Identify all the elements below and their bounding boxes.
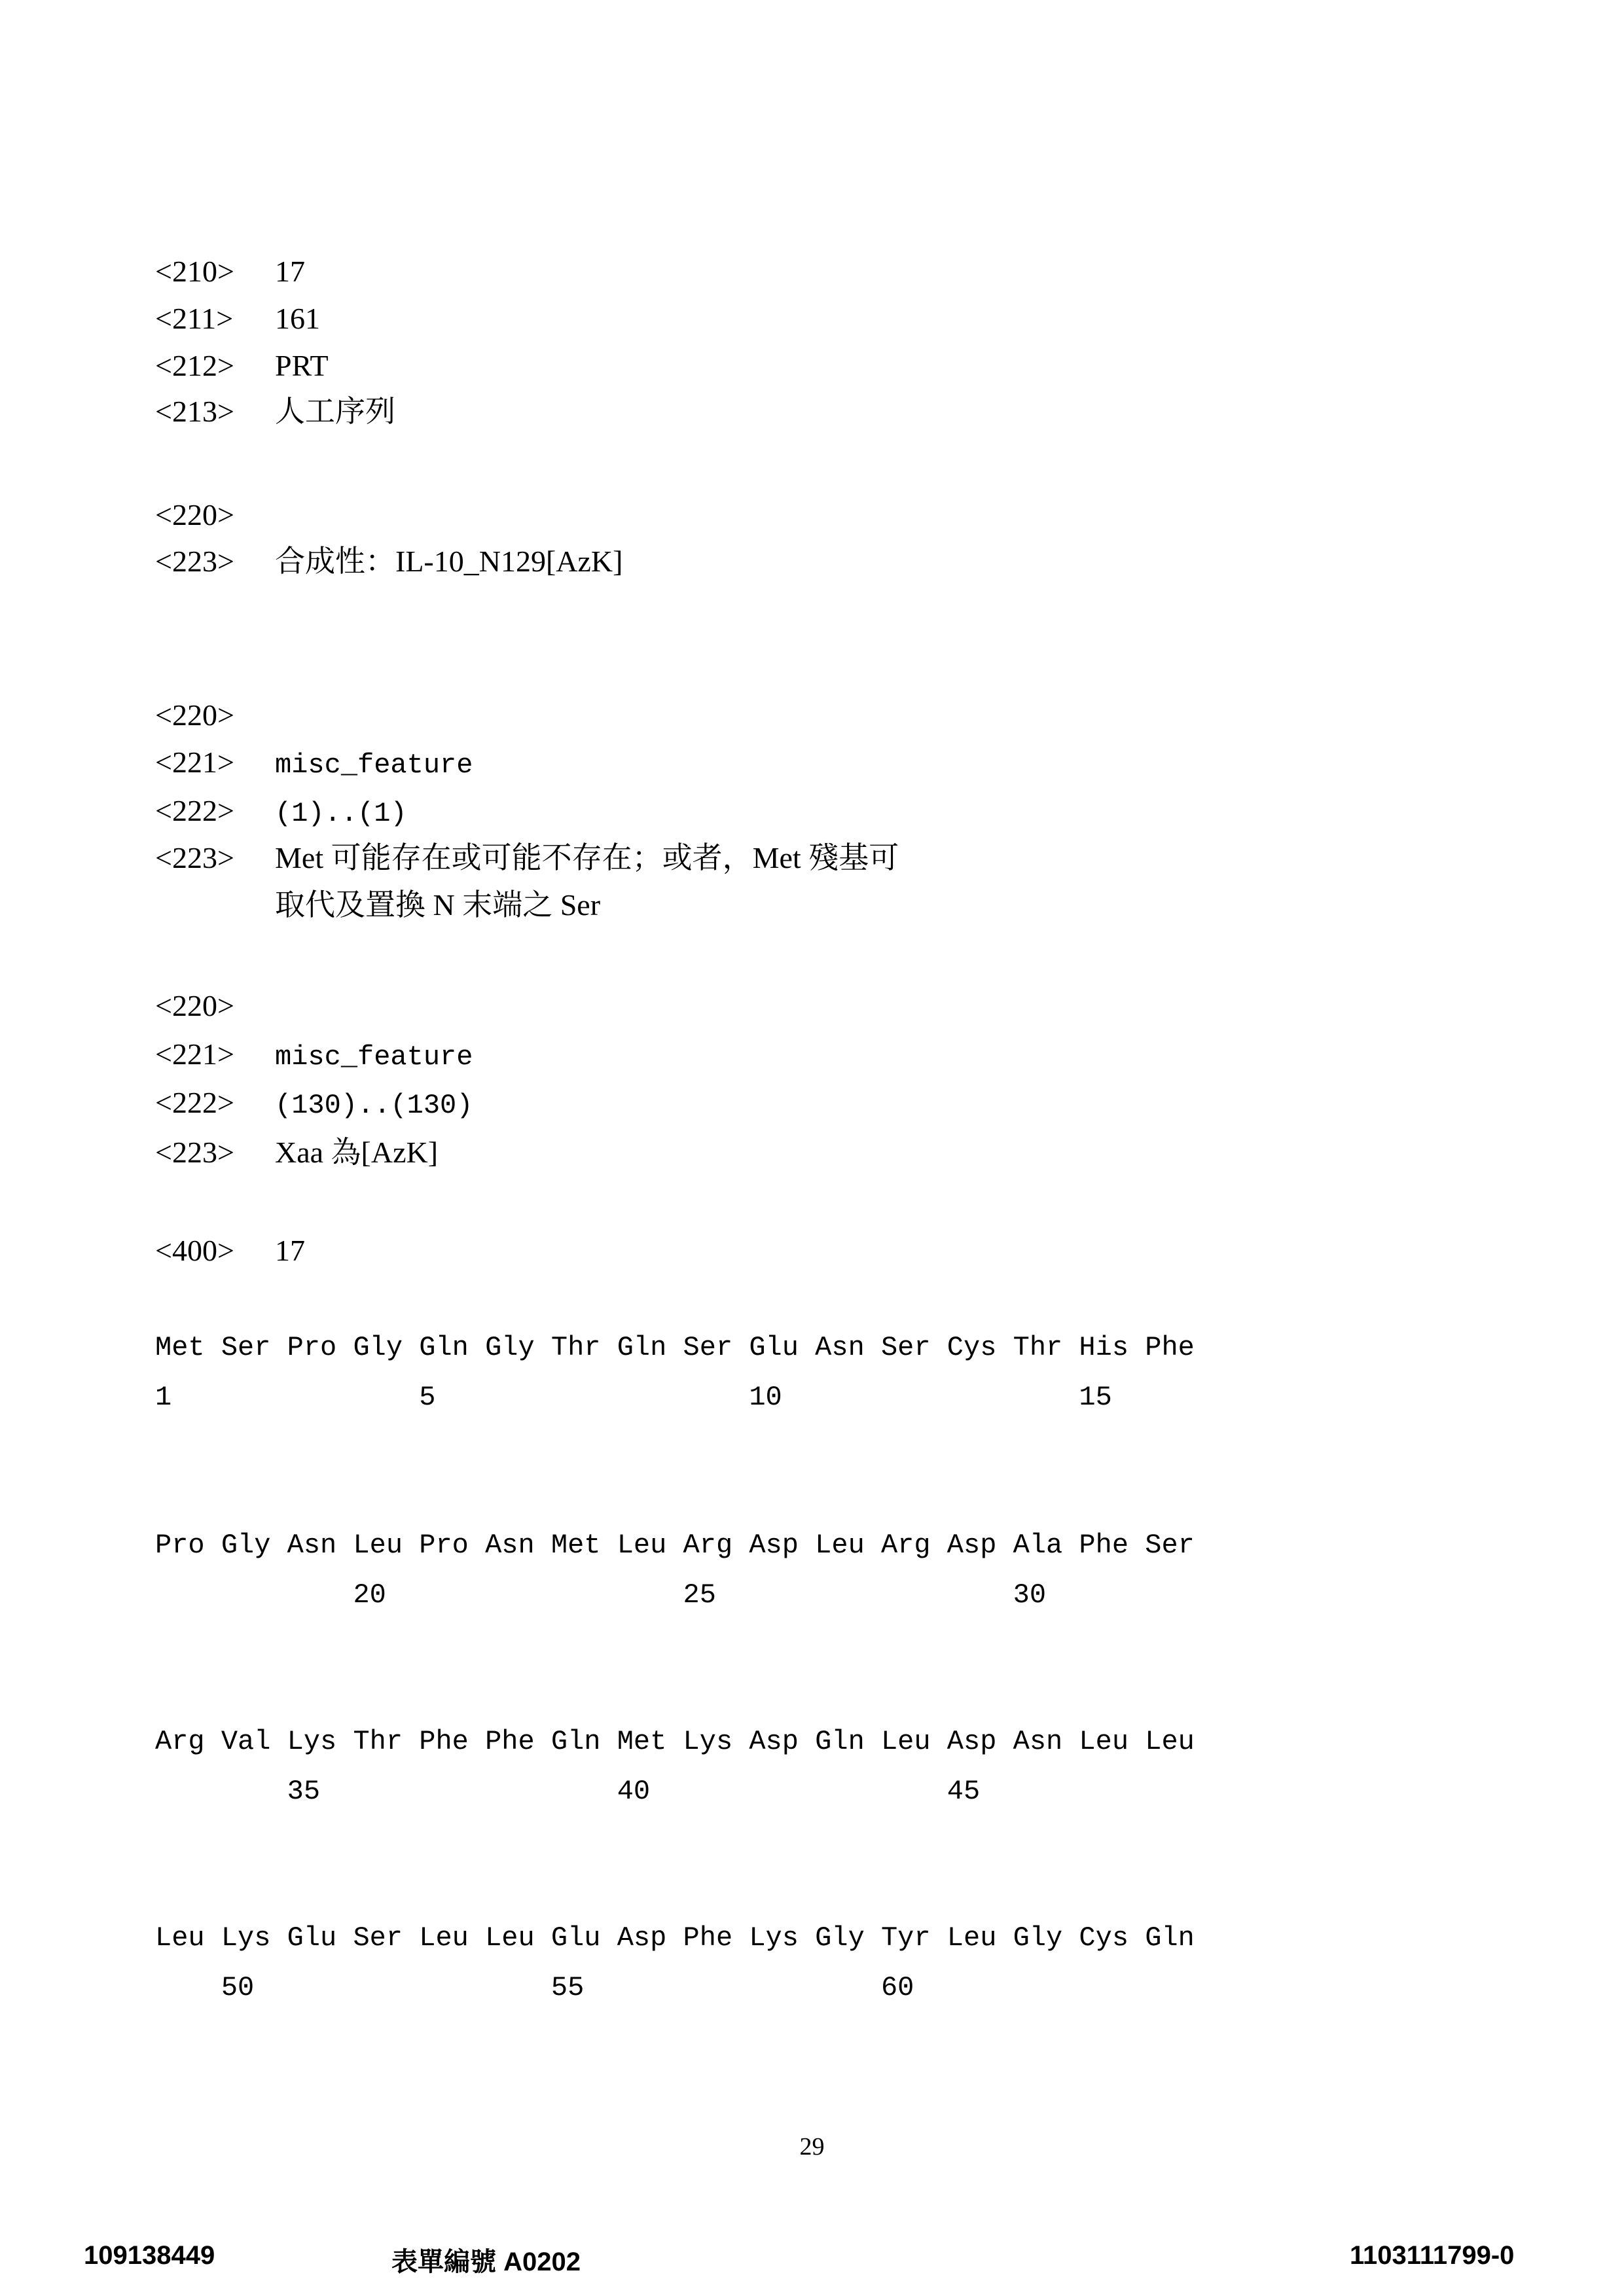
sequence-row-3-residues: Arg Val Lys Thr Phe Phe Gln Met Lys Asp Gln Leu Asp Asn Leu Leu (155, 1726, 1195, 1757)
tag-value: misc_feature (275, 1041, 473, 1073)
entry-222-location (155, 795, 407, 829)
sequence-row-3-numbers: 35 40 45 (155, 1776, 981, 1807)
entry-220 (155, 990, 275, 1023)
entry-210 (155, 255, 305, 289)
application-number: 109138449 (84, 2241, 215, 2270)
sequence-row-2-residues: Pro Gly Asn Leu Pro Asn Met Leu Arg Asp Leu Arg Asp Ala Phe Ser (155, 1530, 1195, 1561)
tag-value: 17 (275, 1234, 305, 1267)
entry-223-synthetic (155, 545, 623, 579)
tag-label: <221> (155, 745, 234, 779)
tag-label: <221> (155, 1037, 234, 1071)
entry-400 (155, 1234, 305, 1268)
entry-222-location (155, 1086, 473, 1121)
document-number: 1103111799-0 (1350, 2241, 1515, 2270)
tag-value: (1)..(1) (275, 798, 407, 829)
entry-223-note-continuation (275, 889, 600, 922)
tag-label: <223> (155, 1136, 234, 1169)
form-number-label: 表單編號 A0202 (391, 2248, 581, 2276)
sequence-row-2-numbers: 20 25 30 (155, 1579, 1047, 1611)
entry-220 (155, 699, 275, 732)
entry-223-note (155, 842, 899, 875)
sequence-row-4-residues: Leu Lys Glu Ser Leu Leu Glu Asp Phe Lys Gly Tyr Leu Gly Cys Gln (155, 1922, 1195, 1954)
tag-value: PRT (275, 349, 329, 382)
tag-label: <210> (155, 255, 234, 288)
tag-value: 合成性：IL-10_N129[AzK] (275, 545, 623, 578)
entry-221-misc-feature (155, 746, 473, 780)
tag-label: <222> (155, 794, 234, 827)
tag-label: <213> (155, 395, 234, 428)
entry-221-misc-feature (155, 1038, 473, 1072)
entry-212 (155, 350, 329, 383)
entry-211 (155, 302, 320, 336)
tag-value: (130)..(130) (275, 1090, 473, 1121)
tag-label: <222> (155, 1086, 234, 1119)
tag-value: 161 (275, 302, 320, 335)
tag-value: Xaa 為[AzK] (275, 1136, 439, 1169)
tag-value: 人工序列 (275, 395, 395, 428)
tag-value: Met 可能存在或可能不存在；或者，Met 殘基可 (275, 841, 899, 874)
tag-label: <220> (155, 698, 234, 732)
tag-value: misc_feature (275, 749, 473, 781)
tag-value: 取代及置換 N 末端之 Ser (275, 888, 601, 922)
sequence-row-4-numbers: 50 55 60 (155, 1972, 914, 2003)
page-number: 29 (799, 2133, 825, 2161)
tag-value: 17 (275, 255, 305, 288)
tag-label: <223> (155, 545, 234, 578)
sequence-row-1-numbers: 1 5 10 15 (155, 1382, 1112, 1413)
tag-label: <212> (155, 349, 234, 382)
tag-label: <220> (155, 498, 234, 531)
tag-label: <400> (155, 1234, 234, 1267)
entry-213 (155, 395, 395, 429)
entry-223-xaa (155, 1136, 438, 1170)
tag-label: <211> (155, 302, 234, 335)
entry-220 (155, 499, 275, 532)
sequence-row-1-residues: Met Ser Pro Gly Gln Gly Thr Gln Ser Glu Asn Ser Cys Thr His Phe (155, 1332, 1195, 1363)
tag-label: <223> (155, 841, 234, 874)
tag-label: <220> (155, 989, 234, 1022)
